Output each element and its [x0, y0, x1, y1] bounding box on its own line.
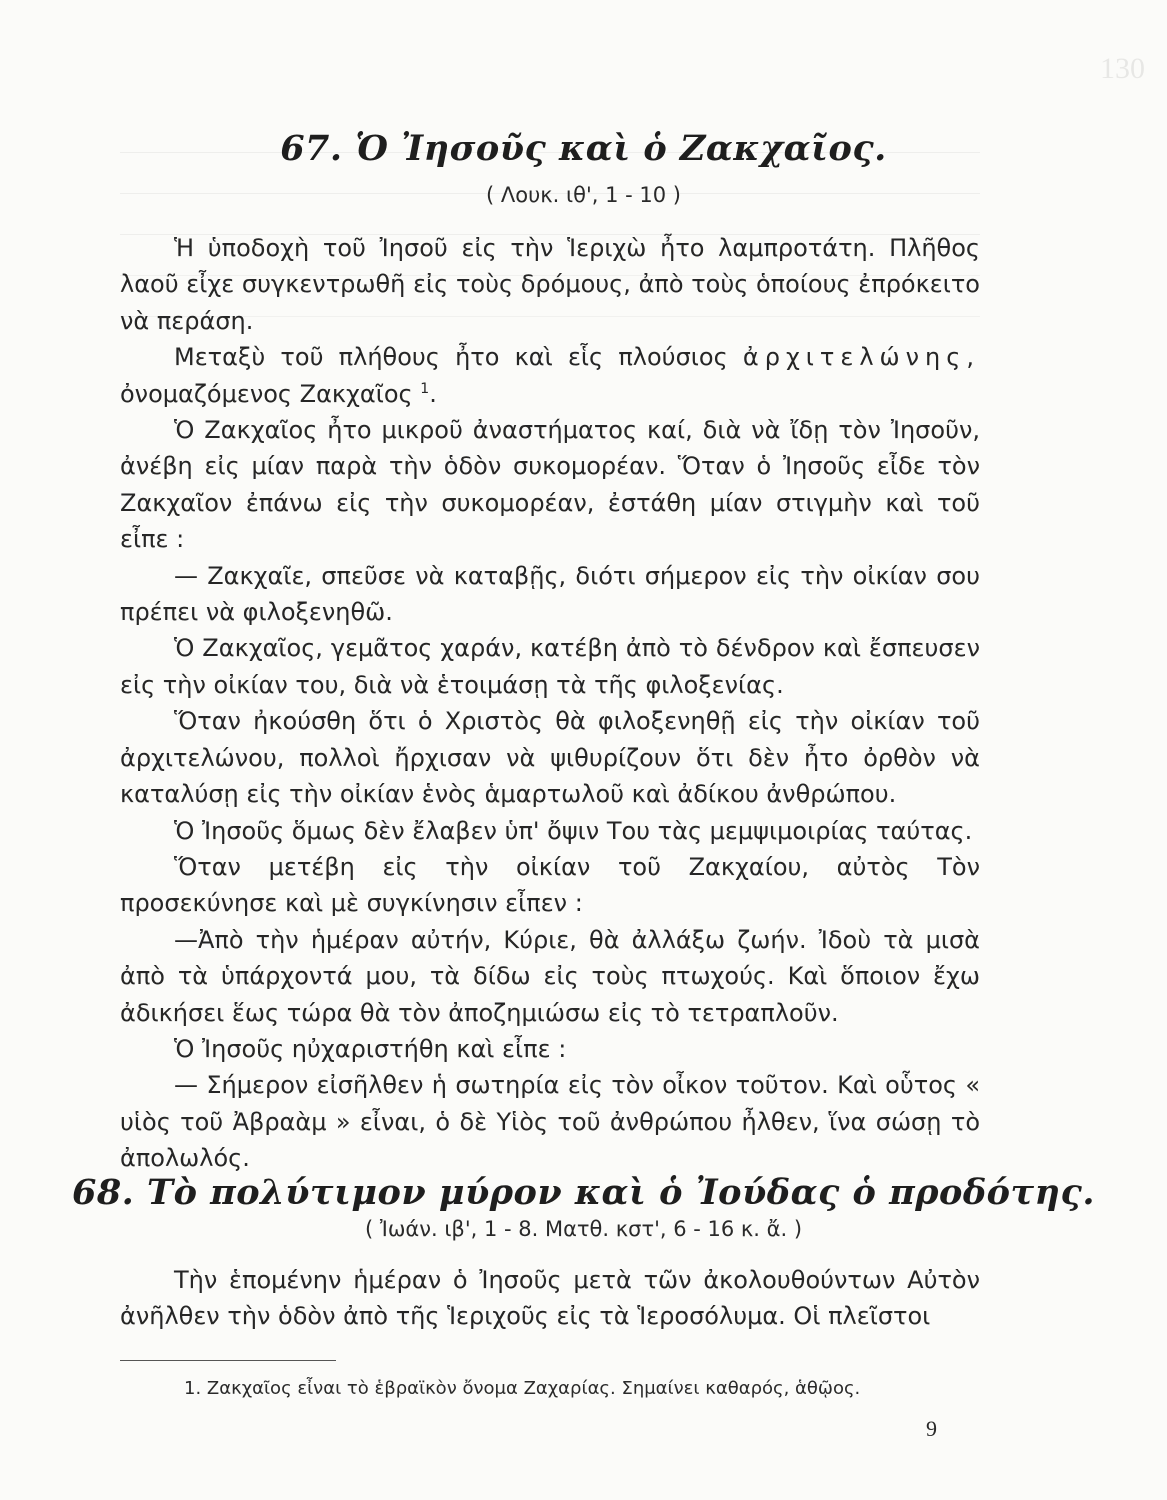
paragraph: Ὅταν ἠκούσθη ὅτι ὁ Χριστὸς θὰ φιλοξενηθῇ εἰς τὴν οἰκίαν τοῦ ἀρχιτελώνου, πολλοὶ ἤρχισαν νὰ ψιθυρίζουν ὅτι δὲν ἦτο ὀρθὸν νὰ καταλύσῃ εἰς τὴν οἰκίαν ἑνὸς ἁμαρτωλοῦ καὶ ἀδίκου ἀνθρώπου. [120, 707, 980, 809]
paragraph: Τὴν ἑπομένην ἡμέραν ὁ Ἰησοῦς μετὰ τῶν ἀκολουθούντων Αὐτὸν ἀνῆλθεν τὴν ὁδὸν ἀπὸ τῆς Ἱεριχοῦς εἰς τὰ Ἱεροσόλυμα. Οἱ πλεῖστοι [120, 1266, 980, 1331]
paragraph: Ἡ ὑποδοχὴ τοῦ Ἰησοῦ εἰς τὴν Ἱεριχὼ ἦτο λαμπροτάτη. Πλῆθος λαοῦ εἶχε συγκεντρωθῆ εἰς τοὺς δρόμους, ἀπὸ τοὺς ὁποίους ἐπρόκειτο νὰ περάση. [120, 234, 980, 335]
section-67-heading: 67. Ὁ Ἰησοῦς καὶ ὁ Ζακχαῖος. [280, 128, 887, 169]
paragraph: Ὁ Ζακχαῖος ἦτο μικροῦ ἀναστήματος καί, διὰ νὰ ἴδῃ τὸν Ἰησοῦν, ἀνέβη εἰς μίαν παρὰ τὴν ὁδὸν συκομορέαν. Ὅταν ὁ Ἰησοῦς εἶδε τὸν Ζακχαῖον ἐπάνω εἰς τὴν συκομορέαν, ἐστάθη μίαν στιγμὴν καὶ τοῦ εἶπε : [120, 416, 980, 554]
paragraph: Ὅταν μετέβη εἰς τὴν οἰκίαν τοῦ Ζακχαίου, αὐτὸς Τὸν προσεκύνησε καὶ μὲ συγκίνησιν εἶπεν : [120, 852, 980, 918]
spaced-word: ἀρχιτελώνης, [742, 343, 980, 372]
footnote: 1. Ζακχαῖος εἶναι τὸ ἑβραϊκὸν ὄνομα Ζαχαρίας. Σημαίνει καθαρός, ἁθῷος. [184, 1378, 861, 1399]
paragraph: — Σήμερον εἰσῆλθεν ἡ σωτηρία εἰς τὸν οἶκον τοῦτον. Καὶ οὗτος « υἱὸς τοῦ Ἀβραὰμ » εἶναι, ὁ δὲ Υἱὸς τοῦ ἀνθρώπου ἦλθεν, ἵνα σώσῃ τὸ ἀπολωλός. [120, 1071, 980, 1173]
paragraph: Ὁ Ἰησοῦς ὅμως δὲν ἔλαβεν ὑπ' ὄψιν Του τὰς μεμψιμοιρίας ταύτας. [174, 816, 973, 845]
footnote-rule [120, 1360, 336, 1361]
section-67-reference: ( Λουκ. ιθ', 1 - 10 ) [486, 183, 681, 207]
paragraph: —Ἀπὸ τὴν ἡμέραν αὐτήν, Κύριε, θὰ ἀλλάξω ζωήν. Ἰδοὺ τὰ μισὰ ἀπὸ τὰ ὑπάρχοντά μου, τὰ δίδω εἰς τοὺς πτωχούς. Καὶ ὅποιον ἔχω ἀδικήσει ἕως τώρα θὰ τὸν ἀποζημιώσω εἰς τὸ τετραπλοῦν. [120, 925, 980, 1027]
paragraph-archtelones [120, 339, 980, 412]
paragraph: Ὁ Ζακχαῖος, γεμᾶτος χαράν, κατέβη ἀπὸ τὸ δένδρον καὶ ἔσπευσεν εἰς τὴν οἰκίαν του, διὰ νὰ ἑτοιμάσῃ τὰ τῆς φιλοξενίας. [120, 634, 980, 699]
paragraph: Ὁ Ἰησοῦς ηὐχαριστήθη καὶ εἶπε : [174, 1034, 567, 1063]
section-68-reference: ( Ἰωάν. ιβ', 1 - 8. Ματθ. κστ', 6 - 16 κ. ἄ. ) [364, 1217, 803, 1241]
section-68-body [120, 1262, 980, 1335]
paragraph: — Ζακχαῖε, σπεῦσε νὰ καταβῇς, διότι σήμερον εἰς τὴν οἰκίαν σου πρέπει νὰ φιλοξενηθῶ. [120, 561, 980, 627]
page-number: 9 [926, 1416, 937, 1441]
bleed-through-page-number: 130 [1100, 52, 1145, 85]
paragraph-tail: ὀνομαζόμενος Ζακχαῖος [120, 379, 413, 408]
section-67-body [120, 230, 980, 1177]
section-68-heading: 68. Τὸ πολύτιμον μύρον καὶ ὁ Ἰούδας ὁ προδότης. [71, 1172, 1096, 1213]
paragraph-lead: Μεταξὺ τοῦ πλήθους ἦτο καὶ εἷς πλούσιος [174, 343, 728, 372]
paragraph-end: . [429, 379, 437, 408]
footnote-marker[interactable]: 1 [420, 380, 430, 397]
